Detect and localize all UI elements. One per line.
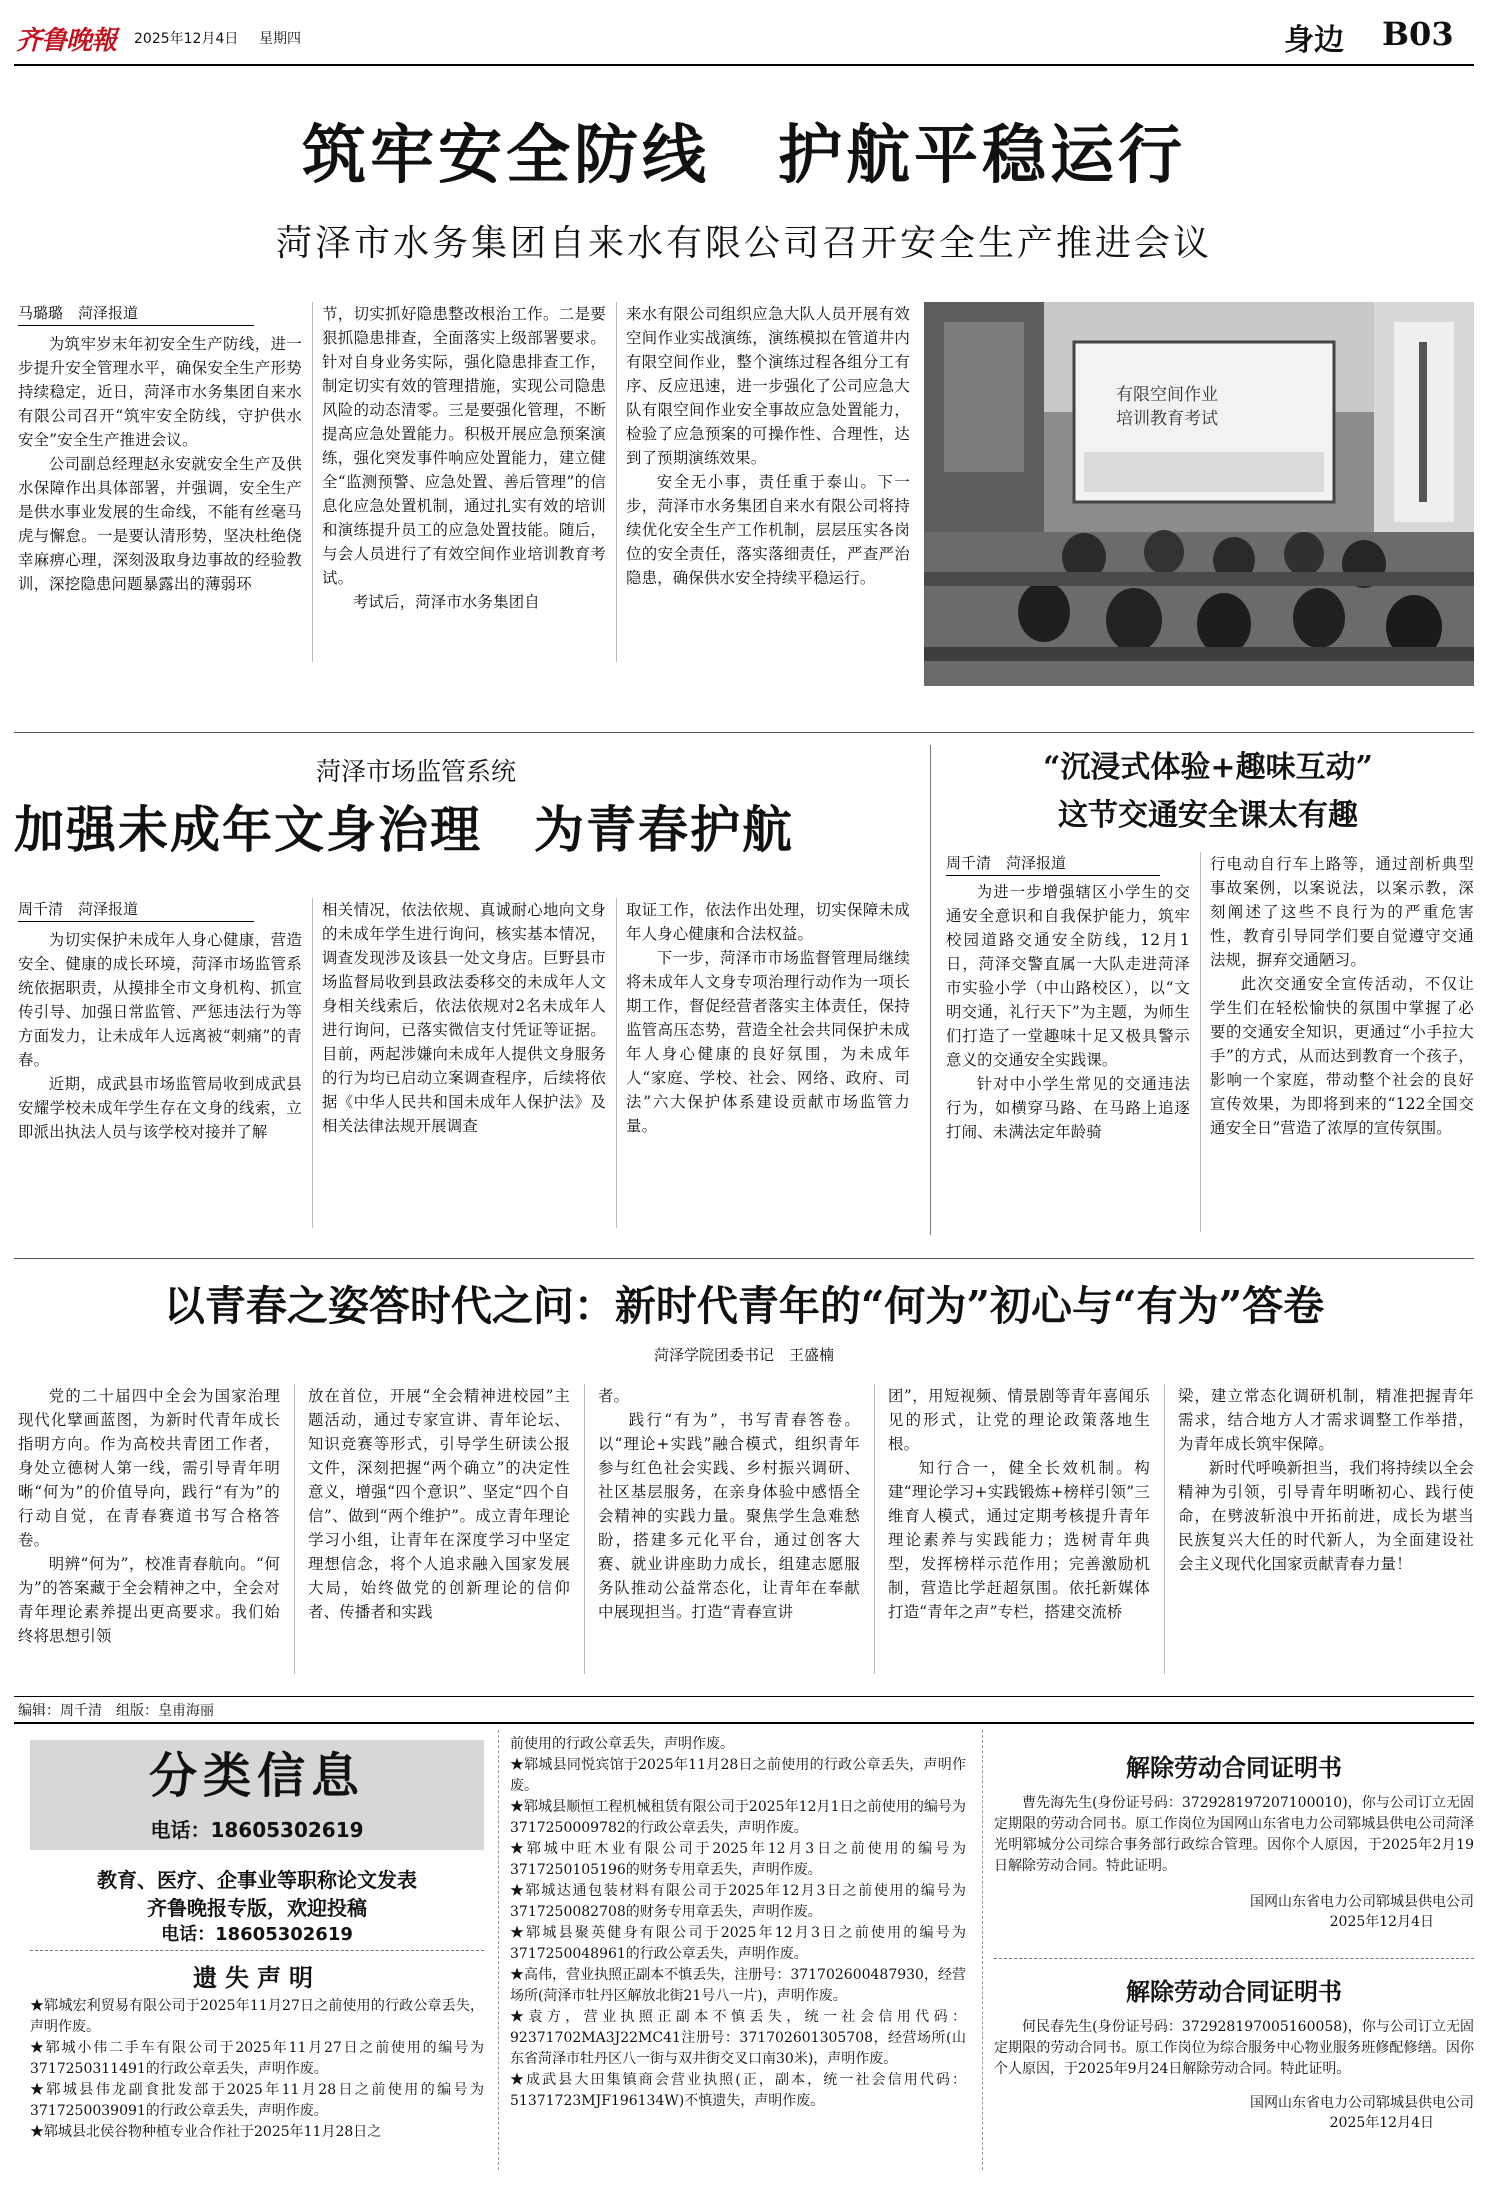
lead-headline: 筑牢安全防线 护航平稳运行 [302,118,1186,193]
lost-notice-item: ★成武县大田集镇商会营业执照(正，副本，统一社会信用代码：51371723MJF196134W)不慎遗失，声明作废。 [510,2072,966,2109]
contract-divider [994,1958,1474,1959]
masthead [14,12,1474,62]
column-divider [294,1384,295,1674]
market-byline: 周千清 菏泽报道 [18,898,254,922]
column-divider [584,1384,585,1674]
lost-notice-item: ★高伟，营业执照正副本不慎丢失，注册号：371702600487930，经营场所(菏泽市牡丹区解放北街21号八一片)，声明作废。 [510,1967,966,2004]
column-divider [616,302,617,662]
column-divider [616,898,617,1228]
contract-notice-date: 2025年12月4日 [1329,2115,1434,2131]
classified-divider [30,1950,484,1951]
newspaper-logo: 齐鲁晚報 [16,26,117,56]
lost-notice-item: ★郓城县聚英健身有限公司于2025年12月3日之前使用的编号为3717250048961的行政公章丢失，声明作废。 [510,1925,966,1962]
lost-notice-item: ★郓城县同悦宾馆于2025年11月28日之前使用的行政公章丢失，声明作废。 [510,1757,966,1794]
classified-title: 分类信息 [148,1748,365,1804]
lost-notice-item: 前使用的行政公章丢失，声明作废。 [510,1736,734,1752]
classified-column-divider [498,1730,499,2170]
youth-col1-p1: 党的二十届四中全会为国家治理现代化擘画蓝图，为新时代青年成长指明方向。作为高校共青团工作者，身处立德树人第一线，需引导青年明晰“何为”的价值导向，践行“有为”的行动自觉，在青春赛道书写合格答卷。 [18,1387,280,1549]
lost-notice-item: ★郓城县伟龙副食批发部于2025年11月28日之前使用的编号为3717250039091的行政公章丢失，声明作废。 [30,2082,484,2119]
market-col3-p2: 下一步，菏泽市市场监督管理局继续将未成年人文身专项治理行动作为一项长期工作，督促经营者落实主体责任，保持监管高压态势，营造全社会共同保护未成年人身心健康的良好氛围，为未成年人“家庭、学校、社会、网络、政府、司法”六大保护体系建设贡献市场监管力量。 [626,949,910,1135]
contract-notice-body: 曹先海先生(身份证号码：372928197207100010)，你与公司订立无固定期限的劳动合同书。原工作岗位为国网山东省电力公司郓城县供电公司菏泽光明郓城分公司综合事务部行政综合管理。因你个人原因，于2025年2月19日解除劳动合同。特此证明。 [994,1795,1474,1874]
lost-notice-item: ★郓城县北侯谷物种植专业合作社于2025年11月28日之 [30,2124,382,2140]
contract-notice-date: 2025年12月4日 [1329,1914,1434,1930]
market-column-3 [626,898,910,1138]
lead-col3-p1: 来水有限公司组织应急大队人员开展有效空间作业实战演练，演练模拟在管道井内有限空间作业，整个演练过程各组分工有序、反应迅速，进一步强化了公司应急大队有限空间作业安全事故应急处置能力，检验了应急预案的可操作性、合理性，达到了预期演练效果。 [626,305,910,467]
lost-notice-item: ★郓城达通包装材料有限公司于2025年12月3日之前使用的编号为3717250082708的财务专用章丢失，声明作废。 [510,1883,966,1920]
lost-notice-item: ★郓城宏利贸易有限公司于2025年11月27日之前使用的行政公章丢失，声明作废。 [30,1998,484,2035]
training-room-illustration [924,302,1474,686]
traffic-column-2 [1210,852,1474,1140]
market-col1-p2: 近期，成武县市场监管局收到成武县安耀学校未成年学生存在文身的线索，立即派出执法人员与该学校对接并了解 [18,1075,302,1141]
contract-notice-body: 何民春先生(身份证号码：372928197005160058)，你与公司订立无固定期限的劳动合同书。原工作岗位为综合服务中心物业服务班修配修缮。因你个人原因，于2025年9月24日解除劳动合同。特此证明。 [994,2019,1474,2077]
lead-col1-p2: 公司副总经理赵永安就安全生产及供水保障作出具体部署，并强调，安全生产是供水事业发展的生命线，不能有丝毫马虎与懈怠。一是要认清形势，坚决杜绝侥幸麻痹心理，深刻汲取身边事故的经验教训，深挖隐患问题暴露出的薄弱环 [18,455,302,593]
traffic-headline-2: 这节交通安全课太有趣 [1058,798,1358,833]
lead-byline: 马璐璐 菏泽报道 [18,302,254,326]
youth-col4-p1: 团”，用短视频、情景剧等青年喜闻乐见的形式，让党的理论政策落地生根。 [888,1387,1150,1453]
masthead-weekday: 星期四 [259,31,301,47]
traffic-byline: 周千清 菏泽报道 [946,852,1160,876]
masthead-rule [14,64,1474,66]
lost-notice-list-b [510,1734,966,2112]
youth-col5-p2: 新时代呼唤新担当，我们将持续以全会精神为引领，引导青年明晰初心、践行使命，在劈波斩浪中开拓前进，成长为堪当民族复兴大任的时代新人，为全面建设社会主义现代化国家贡献青春力量！ [1178,1459,1474,1573]
lead-col2-p1: 节，切实抓好隐患整改根治工作。二是要狠抓隐患排查，全面落实上级部署要求。针对自身业务实际，强化隐患排查工作，制定切实有效的管理措施，实现公司隐患风险的动态清零。三是要强化管理，不断提高应急处置能力。积极开展应急预案演练，强化突发事件响应处置能力，建立健全“监测预警、应急处置、善后管理”的信息化应急处置机制，通过扎实有效的培训和演练提升员工的应急处置技能。随后，与会人员进行了有效空间作业培训教育考试。 [322,305,606,587]
column-divider [1200,852,1201,1232]
section-rule [14,1258,1474,1259]
lead-photo [924,302,1474,686]
youth-headline: 以青春之姿答时代之问：新时代青年的“何为”初心与“有为”答卷 [163,1282,1325,1330]
market-column-1 [18,928,302,1144]
lead-column-3 [626,302,910,590]
youth-col2-p1: 放在首位，开展“全会精神进校园”主题活动，通过专家宣讲、青年论坛、知识竞赛等形式，引导学生研读公报文件，深刻把握“两个确立”的决定性意义，增强“四个意识”、坚定“四个自信”、做到“两个维护”。成立青年理论学习小组，让青年在深度学习中坚定理想信念，将个人追求融入国家发展大局，始终做党的创新理论的信仰者、传播者和实践 [308,1387,570,1621]
lead-column-2 [322,302,606,614]
youth-col3-p2: 践行“有为”，书写青春答卷。以“理论+实践”融合模式，组织青年参与红色社会实践、乡村振兴调研、社区基层服务，在亲身体验中感悟全会精神的实践力量。聚焦学生急难愁盼，搭建多元化平台，通过创客大赛、就业讲座助力成长，组建志愿服务队推动公益常态化，让青年在奉献中展现担当。打造“青春宣讲 [598,1411,860,1621]
column-divider [312,302,313,662]
traffic-col2-p2: 此次交通安全宣传活动，不仅让学生们在轻松愉快的氛围中掌握了必要的交通安全知识，更通过“小手拉大手”的方式，从而达到教育一个孩子，影响一个家庭，带动整个社会的良好宣传效果，为即将到来的“122全国交通安全日”营造了浓厚的宣传氛围。 [1210,975,1474,1137]
classified-column-divider [982,1730,983,2170]
section-divider [930,745,931,1235]
page-number: B03 [1382,15,1454,53]
lost-notice-item: ★郓城县顺恒工程机械租赁有限公司于2025年12月1日之前使用的编号为3717250009782的行政公章丢失，声明作废。 [510,1799,966,1836]
classified-phone: 电话：18605302619 [150,1818,364,1842]
contract-notice-signer: 国网山东省电力公司郓城县供电公司 [1250,1894,1474,1910]
market-col1-p1: 为切实保护未成年人身心健康，营造安全、健康的成长环境，菏泽市场监管系统依据职责，从摸排全市文身机构、抓宣传引导、加强日常监管、严惩违法行为等方面发力，让未成年人远离被“刺痛”的青春。 [18,931,302,1069]
lead-col1-p1: 为筑牢岁末年初安全生产防线，进一步提升安全管理水平，确保安全生产形势持续稳定，近日，菏泽市水务集团自来水有限公司召开“筑牢安全防线，守护供水安全”安全生产推进会议。 [18,335,302,449]
masthead-date: 2025年12月4日 [134,31,239,47]
lead-column-1 [18,332,302,596]
lead-subheadline: 菏泽市水务集团自来水有限公司召开安全生产推进会议 [275,223,1212,264]
traffic-col1-p1: 为进一步增强辖区小学生的交通安全意识和自我保护能力，筑牢校园道路交通安全防线，12月1日，菏泽交警直属一大队走进菏泽市实验小学（中山路校区），以“文明交通，礼行天下”为主题，为师生们打造了一堂趣味十足又极具警示意义的交通安全实践课。 [946,883,1190,1069]
promo-line-2: 齐鲁晚报专版，欢迎投稿 [147,1896,367,1920]
youth-column-4 [888,1384,1150,1624]
lost-notice-item: ★袁方，营业执照正副本不慎丢失，统一社会信用代码：92371702MA3J22MC41注册号：371702601305708，经营场所(山东省菏泽市牡丹区八一街与双井街交叉口南30米)，声明作废。 [510,2009,966,2067]
classified-top-rule [14,1722,1474,1724]
lead-col2-p2: 考试后，菏泽市水务集团自 [352,593,540,611]
promo-line-1: 教育、医疗、企事业等职称论文发表 [97,1868,417,1892]
editors-credit: 编辑：周千清 组版：皇甫海丽 [18,1703,214,1719]
section-rule [14,732,1474,733]
market-headline: 加强未成年文身治理 为青春护航 [14,800,794,859]
traffic-headline-1: “沉浸式体验+趣味互动” [1043,750,1373,785]
lead-col3-p2: 安全无小事，责任重于泰山。下一步，菏泽市水务集团自来水有限公司将持续优化安全生产工作机制，层层压实各岗位的安全责任，落实落细责任，严查严治隐患，确保供水安全持续平稳运行。 [626,473,910,587]
traffic-col1-p2: 针对中小学生常见的交通违法行为，如横穿马路、在马路上追逐打闹、未满法定年龄骑 [946,1075,1190,1141]
market-kicker: 菏泽市场监管系统 [316,757,517,786]
column-divider [1164,1384,1165,1674]
youth-col1-p2: 明辨“何为”，校准青春航向。“何为”的答案藏于全会精神之中，全会对青年理论素养提出更高要求。我们始终将思想引领 [18,1555,280,1645]
contract-notice-2 [994,1964,1474,2132]
youth-author: 菏泽学院团委书记 王盛楠 [653,1346,834,1364]
youth-col5-p1: 梁，建立常态化调研机制，精准把握青年需求，结合地方人才需求调整工作举措，为青年成长筑牢保障。 [1178,1387,1474,1453]
youth-col4-p2: 知行合一，健全长效机制。构建“理论学习+实践锻炼+榜样引领”三维育人模式，通过定期考核提升青年理论素养与实践能力；选树青年典型，发挥榜样示范作用；完善激励机制，营造比学赶超氛围。依托新媒体打造“青年之声”专栏，搭建交流桥 [888,1459,1150,1621]
editors-rule [14,1696,1474,1697]
column-divider [874,1384,875,1674]
photo-screen-title: 有限空间作业 [1116,385,1218,405]
youth-col3-p1: 者。 [598,1387,630,1405]
lost-notice-item: ★郓城小伟二手车有限公司于2025年11月27日之前使用的编号为3717250311491的行政公章丢失，声明作废。 [30,2040,484,2077]
traffic-col2-p1: 行电动自行车上路等，通过剖析典型事故案例，以案说法，以案示教，深刻阐述了这些不良行为的严重危害性，教育引导同学们要自觉遵守交通法规，摒弃交通陋习。 [1210,855,1474,969]
market-col3-p1: 取证工作，依法作出处理，切实保障未成年人身心健康和合法权益。 [626,901,910,943]
photo-screen-subtitle: 培训教育考试 [1116,409,1218,429]
youth-column-1 [18,1384,280,1648]
section-name: 身边 [1284,23,1344,58]
promo-phone: 电话：18605302619 [161,1924,353,1945]
contract-notice-title: 解除劳动合同证明书 [1126,1977,1342,2006]
market-col2-p1: 相关情况，依法依规、真诚耐心地向文身的未成年学生进行询问，核实基本情况，调查发现涉及该县一处文身店。巨野县市场监督局收到县政法委移交的未成年人文身相关线索后，依法依规对2名未成年人进行询问，已落实微信支付凭证等证据。目前，两起涉嫌向未成年人提供文身服务的行为均已启动立案调查程序，后续将依据《中华人民共和国未成年人保护法》及相关法律法规开展调查 [322,901,606,1135]
lost-notice-item: ★郓城中旺木业有限公司于2025年12月3日之前使用的编号为3717250105196的财务专用章丢失，声明作废。 [510,1841,966,1878]
contract-notice-1 [994,1734,1474,1931]
contract-notice-signer: 国网山东省电力公司郓城县供电公司 [1250,2095,1474,2111]
market-column-2 [322,898,606,1138]
traffic-column-1 [946,880,1190,1144]
youth-column-2 [308,1384,570,1624]
classified-header [30,1740,484,1850]
youth-column-3 [598,1384,860,1624]
contract-notice-title: 解除劳动合同证明书 [1126,1753,1342,1782]
column-divider [312,898,313,1228]
youth-column-5 [1178,1384,1474,1576]
lost-notice-title: 遗失声明 [193,1963,321,1992]
lost-notice-list-a [30,1996,484,2143]
